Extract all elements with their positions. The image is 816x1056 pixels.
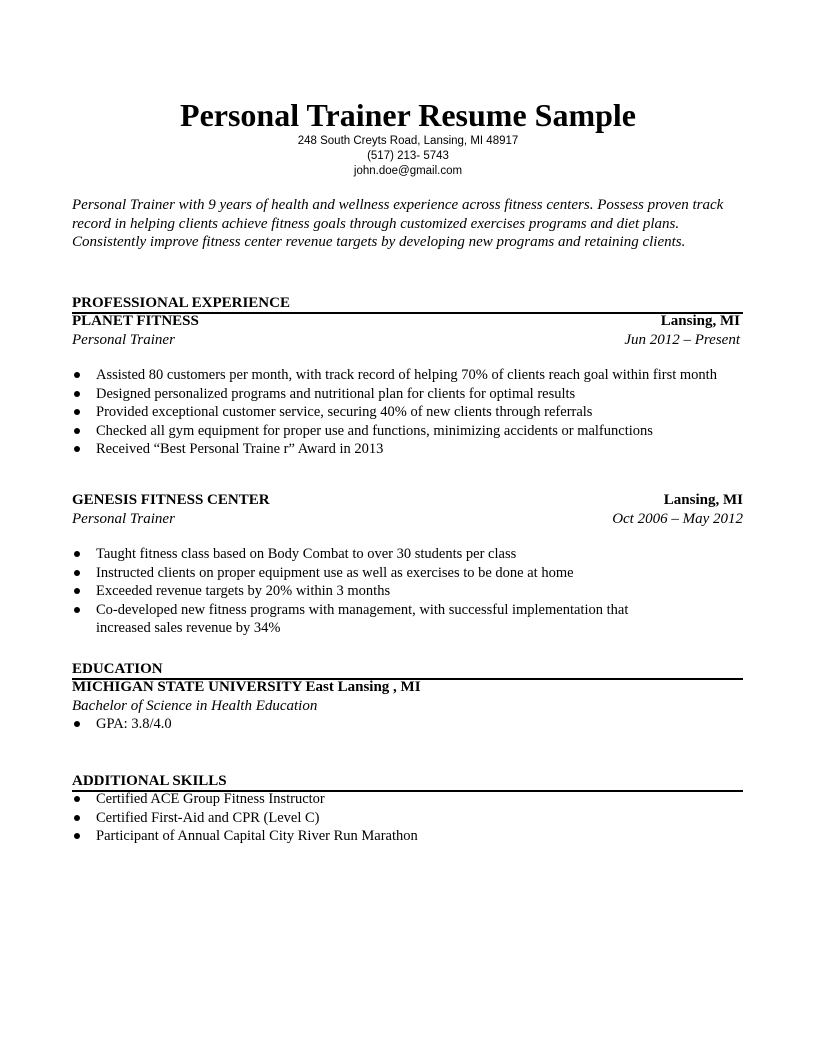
- professional-summary: Personal Trainer with 9 years of health and wellness experience across fitness centers. Possess proven track record in helping clients achieve fitness goals through customized exercises programs and diet plans. Consistently improve fitness center revenue targets by developing new programs and retaining clients.: [72, 197, 724, 251]
- list-item: Instructed clients on proper equipment use as well as exercises to be done at home: [72, 564, 672, 583]
- bullet-icon: [74, 607, 80, 613]
- education-school: MICHIGAN STATE UNIVERSITY East Lansing , MI: [72, 679, 421, 695]
- job-2-dates: Oct 2006 – May 2012: [612, 511, 743, 527]
- list-item: Co-developed new fitness programs with management, with successful implementation that increased sales revenue by 34%: [72, 601, 672, 638]
- bullet-icon: [74, 409, 80, 415]
- contact-address: 248 South Creyts Road, Lansing, MI 48917: [297, 135, 519, 147]
- bullet-icon: [74, 570, 80, 576]
- job-2-bullets: [72, 545, 672, 638]
- list-item: Certified First-Aid and CPR (Level C): [72, 809, 744, 828]
- education-degree: Bachelor of Science in Health Education: [72, 698, 318, 714]
- list-item: Participant of Annual Capital City River Run Marathon: [72, 827, 744, 846]
- bullet-icon: [74, 721, 80, 727]
- experience-heading: PROFESSIONAL EXPERIENCE: [72, 295, 743, 314]
- bullet-icon: [74, 588, 80, 594]
- education-bullets: [72, 715, 744, 734]
- list-item: Exceeded revenue targets by 20% within 3 months: [72, 582, 672, 601]
- job-1-bullets: [72, 366, 744, 459]
- list-item: Designed personalized programs and nutritional plan for clients for optimal results: [72, 385, 744, 404]
- list-item: Received “Best Personal Traine r” Award in 2013: [72, 440, 744, 459]
- job-2-subheader: [72, 510, 743, 529]
- list-item: Certified ACE Group Fitness Instructor: [72, 790, 744, 809]
- list-item: Taught fitness class based on Body Combat to over 30 students per class: [72, 545, 672, 564]
- page-title: Personal Trainer Resume Sample: [180, 97, 636, 133]
- job-1-company: PLANET FITNESS: [72, 313, 199, 329]
- job-1-header: [72, 312, 740, 331]
- skills-bullets: [72, 790, 744, 846]
- education-heading: EDUCATION: [72, 661, 743, 680]
- list-item: Checked all gym equipment for proper use and functions, minimizing accidents or malfunctions: [72, 422, 744, 441]
- job-1-location: Lansing, MI: [660, 313, 740, 329]
- job-2-location: Lansing, MI: [663, 492, 743, 508]
- bullet-icon: [74, 428, 80, 434]
- bullet-icon: [74, 796, 80, 802]
- job-1-subheader: [72, 331, 740, 350]
- job-1-dates: Jun 2012 – Present: [624, 332, 740, 348]
- list-item: Provided exceptional customer service, securing 40% of new clients through referrals: [72, 403, 744, 422]
- job-2-role: Personal Trainer: [72, 511, 175, 527]
- list-item: Assisted 80 customers per month, with track record of helping 70% of clients reach goal within first month: [72, 366, 744, 385]
- contact-phone: (517) 213- 5743: [367, 150, 449, 162]
- bullet-icon: [74, 372, 80, 378]
- bullet-icon: [74, 833, 80, 839]
- bullet-icon: [74, 446, 80, 452]
- job-2-header: [72, 491, 743, 510]
- bullet-icon: [74, 391, 80, 397]
- skills-heading: ADDITIONAL SKILLS: [72, 773, 743, 792]
- contact-email: john.doe@gmail.com: [353, 165, 463, 177]
- bullet-icon: [74, 815, 80, 821]
- bullet-icon: [74, 551, 80, 557]
- job-2-company: GENESIS FITNESS CENTER: [72, 492, 270, 508]
- job-1-role: Personal Trainer: [72, 332, 175, 348]
- list-item: GPA: 3.8/4.0: [72, 715, 744, 734]
